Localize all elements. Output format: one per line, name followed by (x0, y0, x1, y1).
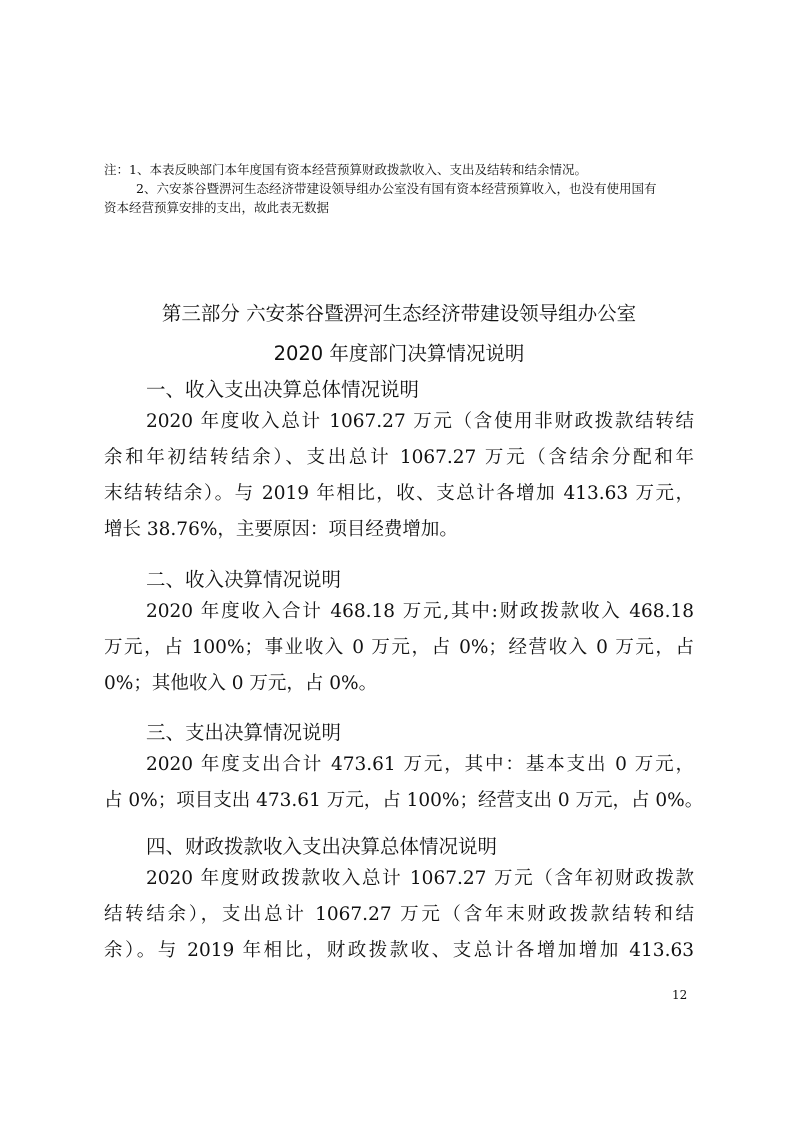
section-heading-3: 三、支出决算情况说明 (146, 721, 342, 744)
section-body-4 (104, 861, 694, 969)
body-line: 占 0%；项目支出 473.61 万元，占 100%；经营支出 0 万元，占 0%。 (104, 790, 704, 811)
footnote-2-continued: 资本经营预算安排的支出，故此表无数据 (104, 200, 330, 215)
table-footnotes (104, 160, 694, 217)
body-line: 2020 年度支出合计 473.61 万元，其中：基本支出 0 万元， (146, 754, 694, 775)
body-line: 2020 年度财政拨款收入总计 1067.27 万元（含年初财政拨款 (146, 868, 694, 889)
section-body-1 (104, 404, 694, 548)
part-title: 第三部分 六安茶谷暨淠河生态经济带建设领导组办公室 (161, 302, 637, 325)
section-heading-4: 四、财政拨款收入支出决算总体情况说明 (146, 835, 498, 858)
body-line: 余）。与 2019 年相比，财政拨款收、支总计各增加增加 413.63 (104, 940, 694, 961)
part-subtitle: 2020 年度部门决算情况说明 (273, 342, 525, 365)
section-body-3 (104, 747, 704, 819)
page-number: 12 (672, 988, 688, 1002)
body-line: 余和年初结转结余）、支出总计 1067.27 万元（含结余分配和年 (104, 447, 694, 468)
body-line: 2020 年度收入合计 468.18 万元,其中:财政拨款收入 468.18 (146, 601, 694, 622)
body-line: 末结转结余）。与 2019 年相比，收、支总计各增加 413.63 万元， (104, 483, 694, 504)
body-line: 结转结余），支出总计 1067.27 万元（含年末财政拨款结转和结 (104, 904, 694, 925)
body-line: 万元，占 100%；事业收入 0 万元，占 0%；经营收入 0 万元，占 (104, 637, 694, 658)
section-body-2 (104, 594, 694, 702)
footnote-1: 注：1、本表反映部门本年度国有资本经营预算财政拨款收入、支出及结转和结余情况。 (104, 162, 587, 177)
body-line: 2020 年度收入总计 1067.27 万元（含使用非财政拨款结转结 (146, 411, 694, 432)
section-heading-1: 一、收入支出决算总体情况说明 (146, 378, 420, 401)
body-line: 增长 38.76%，主要原因：项目经费增加。 (104, 519, 458, 540)
section-heading-2: 二、收入决算情况说明 (146, 568, 342, 591)
body-line: 0%；其他收入 0 万元，占 0%。 (104, 673, 378, 694)
footnote-2: 2、六安茶谷暨淠河生态经济带建设领导组办公室没有国有资本经营预算收入，也没有使用国有 (136, 181, 657, 196)
